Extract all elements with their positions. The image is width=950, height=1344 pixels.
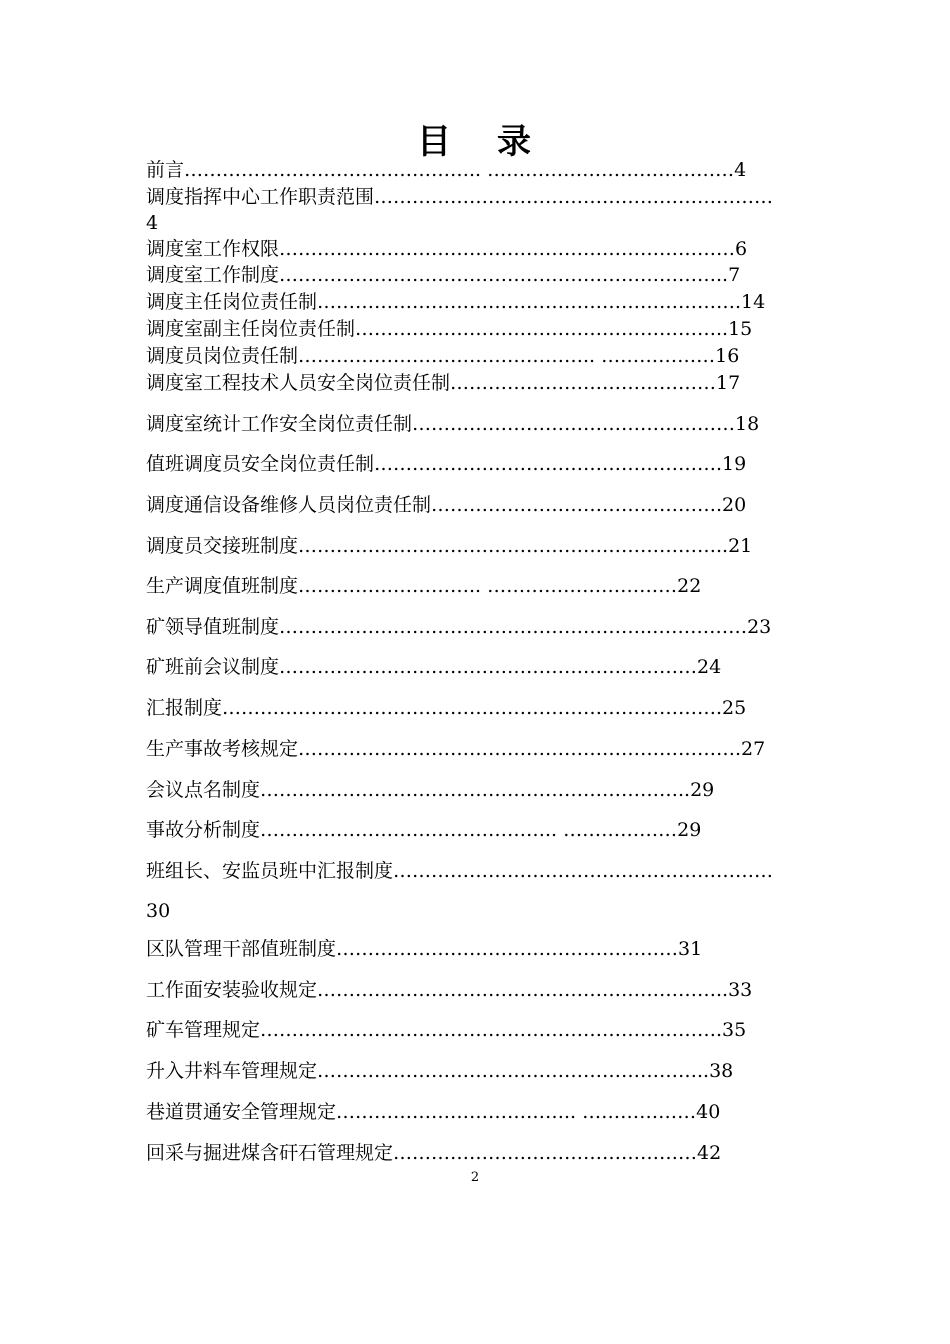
- toc-entry: 班组长、安监员班中汇报制度……………………………………………………: [146, 860, 774, 882]
- toc-entry: 调度室工程技术人员安全岗位责任制……………………………………17: [146, 372, 741, 394]
- toc-entry: 巷道贯通安全管理规定……………………………….. ………………40: [146, 1101, 721, 1123]
- toc-entry: 汇报制度…………………………………………………………………….25: [146, 697, 747, 719]
- toc-entry: 调度室工作权限………………………………………………………………6: [146, 238, 748, 260]
- title-char-1: 目: [417, 122, 453, 162]
- toc-entry: 会议点名制度…………………………………………………………..29: [146, 779, 715, 801]
- toc-entry: 调度主任岗位责任制………………………………………………………….14: [146, 291, 766, 313]
- toc-entry: 调度室副主任岗位责任制…………………………………………………..15: [146, 318, 753, 340]
- toc-entry: 矿班前会议制度…………………………………………………………24: [146, 656, 722, 678]
- toc-entry: 4: [146, 212, 159, 234]
- toc-entry: 工作面安装验收规定………………………………………………………..33: [146, 979, 753, 1001]
- toc-entry: 调度室统计工作安全岗位责任制……………………………………………18: [146, 413, 760, 435]
- toc-entry: 升入井料车管理规定……………………………………………………..38: [146, 1060, 734, 1082]
- toc-entry: 前言……………………………………….. …………………………………4: [146, 159, 747, 181]
- toc-entry: 生产调度值班制度……………………….. …………………………22: [146, 575, 702, 597]
- toc-entry: 调度员岗位责任制……………………………………….. ………………16: [146, 345, 740, 367]
- toc-entry: 调度室工作制度……………………………………………………………..7: [146, 264, 741, 286]
- toc-entry: 区队管理干部值班制度………………………………………………31: [146, 938, 703, 960]
- toc-entry: 生产事故考核规定…………………………………………………………….27: [146, 738, 766, 760]
- toc-entry: 事故分析制度……………………………………….. ………………29: [146, 819, 702, 841]
- page-number: 2: [470, 1170, 480, 1185]
- toc-entry: 调度通信设备维修人员岗位责任制……………………………………….20: [146, 494, 747, 516]
- toc-entry: 矿领导值班制度…………………………………………………..……………23: [146, 616, 772, 638]
- page-title: [0, 114, 950, 163]
- toc-entry: 矿车管理规定……………………………………………………………….35: [146, 1019, 747, 1041]
- toc-entry: 值班调度员安全岗位责任制……………………………………………….19: [146, 453, 747, 475]
- toc-entry: 30: [146, 900, 171, 922]
- toc-entry: 调度指挥中心工作职责范围………………………………………………………: [146, 186, 774, 208]
- toc-entry: 调度员交接班制度…………………………………………………………..21: [146, 535, 753, 557]
- title-char-2: 录: [497, 122, 533, 162]
- toc-entry: 回采与掘进煤含矸石管理规定…………………………………………42: [146, 1142, 722, 1164]
